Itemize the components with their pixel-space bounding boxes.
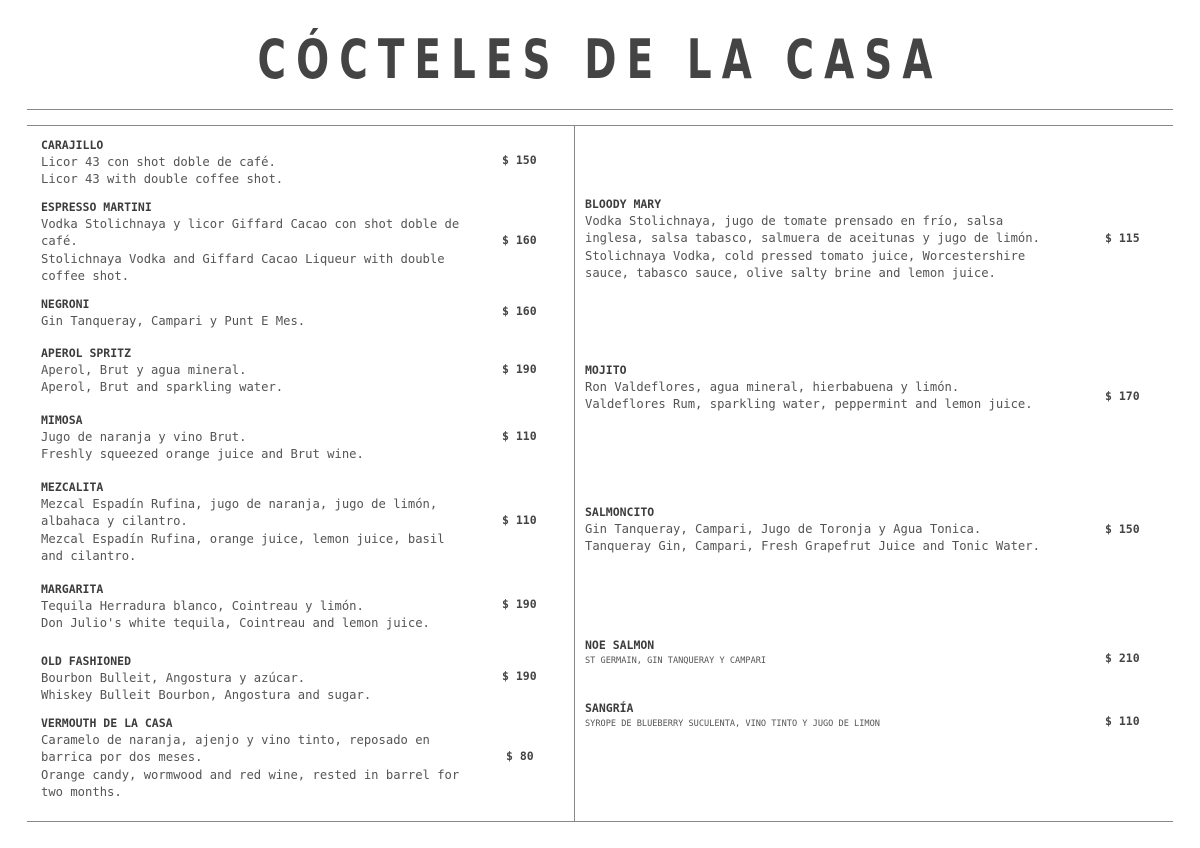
item-description-es: Gin Tanqueray, Campari y Punt E Mes. [41, 314, 306, 328]
item-price: $ 210 [1105, 651, 1140, 665]
menu-item-sangria [585, 700, 1065, 732]
item-name: CARAJILLO [41, 138, 104, 152]
item-price: $ 190 [502, 597, 537, 611]
item-name: MOJITO [585, 363, 627, 377]
item-description-en: Mezcal Espadín Rufina, orange juice, lemon juice, basil and cilantro. [41, 531, 445, 563]
menu-item-noe-salmon [585, 637, 1065, 669]
item-name: SANGRÍA [585, 701, 634, 715]
item-price: $ 110 [502, 513, 537, 527]
item-description-en: Freshly squeezed orange juice and Brut wine. [41, 447, 364, 462]
item-description-en: Valdeflores Rum, sparkling water, peppermint and lemon juice. [585, 397, 1033, 412]
item-description: ST GERMAIN, GIN TANQUERAY Y CAMPARI [585, 656, 767, 666]
header-divider [27, 125, 1173, 126]
item-description-es: Mezcal Espadín Rufina, jugo de naranja, jugo de limón, albahaca y cilantro. [41, 497, 438, 529]
item-description-es: Caramelo de naranja, ajenjo y vino tinto, reposado en barrica por dos meses. [41, 733, 430, 765]
item-name: MARGARITA [41, 582, 104, 596]
item-description-es: Ron Valdeflores, agua mineral, hierbabuena y limón. [585, 380, 960, 394]
item-price: $ 160 [502, 233, 537, 247]
item-price: $ 115 [1105, 231, 1140, 245]
item-description-en: Tanqueray Gin, Campari, Fresh Grapefrut Juice and Tonic Water. [585, 539, 1040, 554]
item-name: BLOODY MARY [585, 197, 662, 211]
menu-item-salmoncito [585, 504, 1065, 556]
menu-item-mojito [585, 362, 1065, 414]
item-price: $ 170 [1105, 389, 1140, 403]
item-description-en: Licor 43 with double coffee shot. [41, 172, 284, 187]
item-description-en: Orange candy, wormwood and red wine, rested in barrel for two months. [41, 767, 460, 799]
top-divider [27, 109, 1173, 110]
item-price: $ 190 [502, 669, 537, 683]
item-description-es: Jugo de naranja y vino Brut. [41, 430, 247, 444]
item-description: SYROPE DE BLUEBERRY SUCULENTA, VINO TINTO Y JUGO DE LIMON [585, 719, 880, 729]
menu-title: CÓCTELES DE LA CASA [257, 28, 943, 91]
item-price: $ 80 [506, 749, 534, 763]
item-description-es: Licor 43 con shot doble de café. [41, 155, 276, 169]
item-description-en: Aperol, Brut and sparkling water. [41, 380, 284, 395]
item-name: NOE SALMON [585, 638, 655, 652]
menu-item-mezcalita [41, 479, 481, 565]
item-price: $ 110 [502, 429, 537, 443]
item-price: $ 110 [1105, 714, 1140, 728]
item-description-en: Stolichnaya Vodka, cold pressed tomato juice, Worcestershire sauce, tabasco sauce, olive salty brine and lemon juice. [585, 248, 1026, 280]
menu-item-margarita [41, 581, 481, 633]
item-description-es: Bourbon Bulleit, Angostura y azúcar. [41, 671, 306, 685]
menu-item-espresso-martini [41, 199, 481, 285]
item-name: VERMOUTH DE LA CASA [41, 716, 173, 730]
menu-item-vermouth-de-la-casa [41, 715, 481, 801]
item-description-es: Vodka Stolichnaya, jugo de tomate prensado en frío, salsa inglesa, salsa tabasco, salmuera de aceitunas y jugo de limón. [585, 214, 1040, 246]
menu-item-old-fashioned [41, 653, 481, 705]
item-description-es: Aperol, Brut y agua mineral. [41, 363, 247, 377]
item-name: OLD FASHIONED [41, 654, 132, 668]
item-description-es: Gin Tanqueray, Campari, Jugo de Toronja y Agua Tonica. [585, 522, 982, 536]
item-description-es: Tequila Herradura blanco, Cointreau y limón. [41, 599, 364, 613]
item-name: APEROL SPRITZ [41, 346, 132, 360]
item-name: NEGRONI [41, 297, 90, 311]
column-divider [574, 126, 575, 822]
bottom-divider [27, 821, 1173, 822]
menu-item-mimosa [41, 412, 481, 464]
item-description-en: Whiskey Bulleit Bourbon, Angostura and sugar. [41, 688, 372, 703]
menu-item-aperol-spritz [41, 345, 481, 397]
item-name: MIMOSA [41, 413, 83, 427]
menu-item-bloody-mary [585, 196, 1065, 282]
item-price: $ 150 [1105, 522, 1140, 536]
item-name: MEZCALITA [41, 480, 104, 494]
item-name: SALMONCITO [585, 505, 655, 519]
item-description-en: Don Julio's white tequila, Cointreau and lemon juice. [41, 616, 430, 631]
menu-item-negroni [41, 296, 481, 330]
item-description-es: Vodka Stolichnaya y licor Giffard Cacao con shot doble de café. [41, 217, 460, 249]
item-name: ESPRESSO MARTINI [41, 200, 152, 214]
menu-item-carajillo [41, 137, 481, 189]
item-price: $ 190 [502, 362, 537, 376]
item-price: $ 160 [502, 304, 537, 318]
item-description-en: Stolichnaya Vodka and Giffard Cacao Liqueur with double coffee shot. [41, 251, 445, 283]
item-price: $ 150 [502, 153, 537, 167]
